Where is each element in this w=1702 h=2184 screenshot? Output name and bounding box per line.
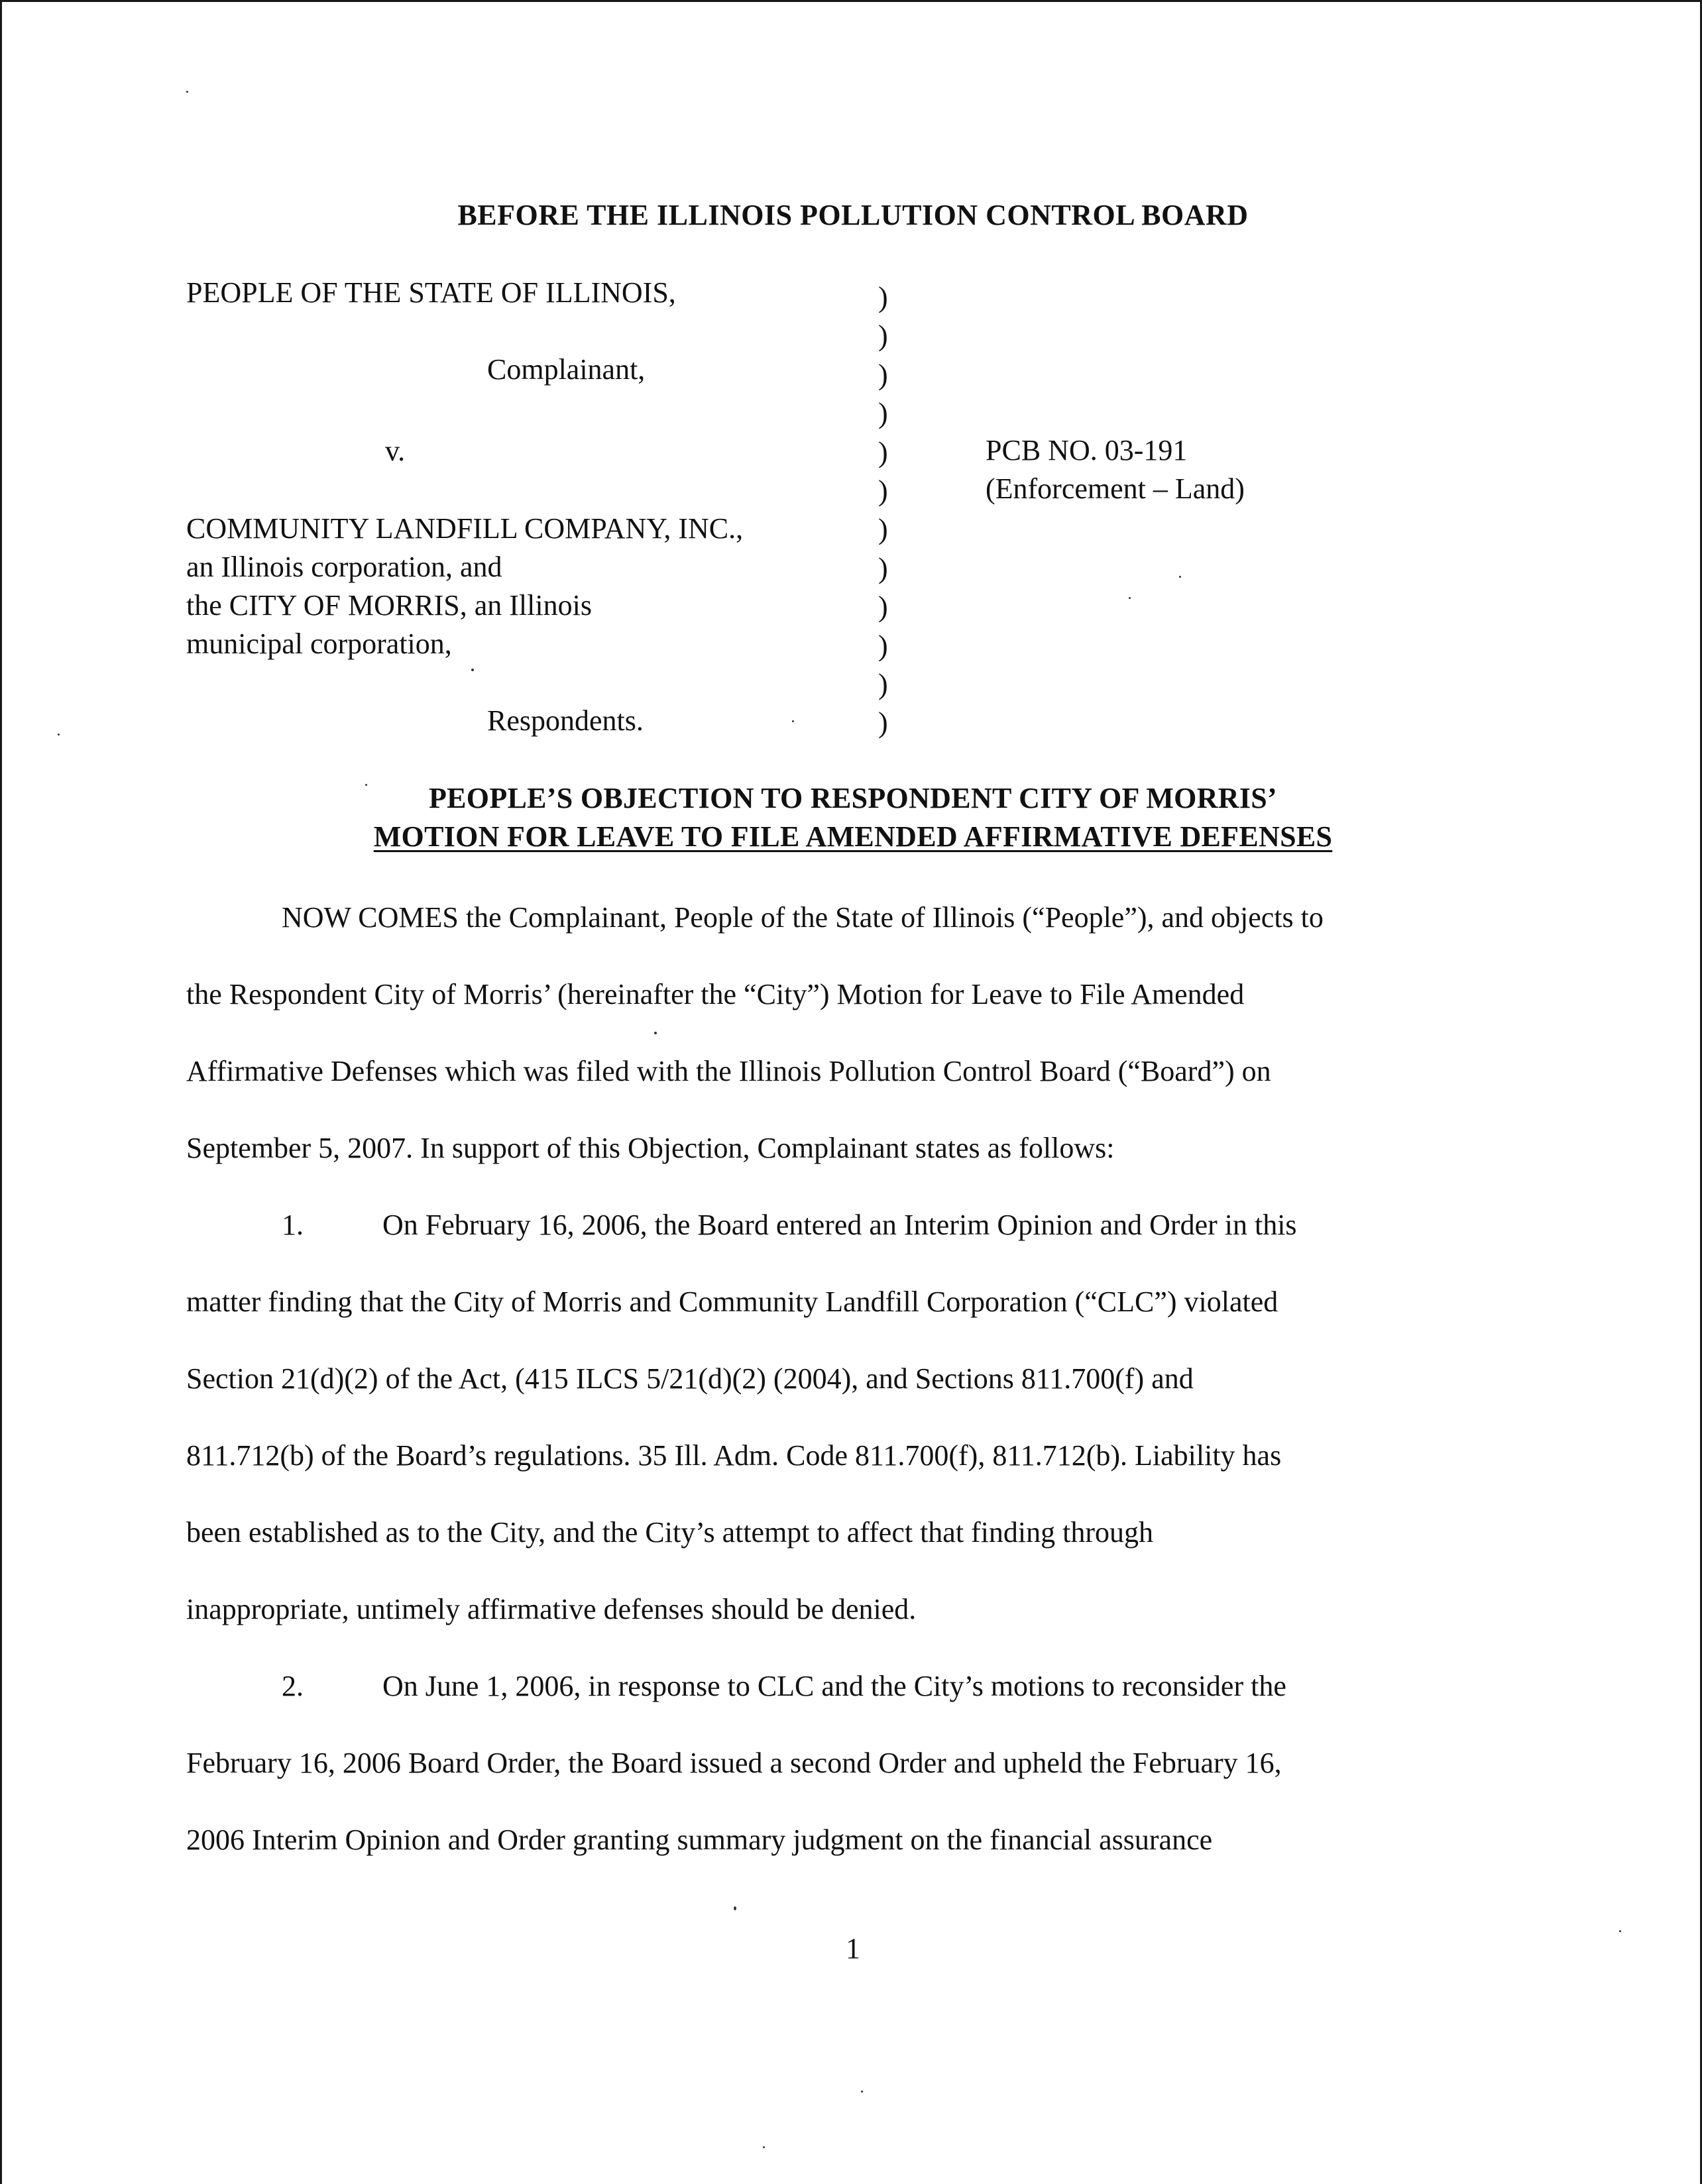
paragraph-line: been established as to the City, and the City’s attempt to affect that finding through xyxy=(186,1516,1154,1549)
page-number: 1 xyxy=(846,1932,860,1965)
defendant-line: COMMUNITY LANDFILL COMPANY, INC., xyxy=(186,512,744,545)
plaintiff-name: PEOPLE OF THE STATE OF ILLINOIS, xyxy=(186,276,676,309)
document-title-line-2 xyxy=(2,820,1702,853)
scan-speck xyxy=(1619,1930,1621,1932)
paragraph-line: inappropriate, untimely affirmative defenses should be denied. xyxy=(186,1593,917,1625)
plaintiff-role: Complainant, xyxy=(487,353,646,386)
defendant-line: the CITY OF MORRIS, an Illinois xyxy=(186,589,592,622)
scan-speck xyxy=(763,2146,765,2148)
versus: v. xyxy=(385,435,406,467)
paragraph-line: Section 21(d)(2) of the Act, (415 ILCS 5/21(d)(2) (2004), and Sections 811.700(f) and xyxy=(186,1362,1194,1395)
defendant-line: municipal corporation, xyxy=(186,628,452,660)
scan-speck xyxy=(861,2091,863,2093)
scan-speck xyxy=(654,1032,657,1034)
scan-speck xyxy=(471,669,474,671)
paragraph-number: 1. xyxy=(282,1209,304,1241)
case-number: PCB NO. 03-191 xyxy=(986,434,1188,466)
case-type: (Enforcement – Land) xyxy=(986,472,1245,505)
scan-speck xyxy=(1129,597,1131,599)
document-title-line-2-text: MOTION FOR LEAVE TO FILE AMENDED AFFIRMATIVE DEFENSES xyxy=(373,820,1333,853)
scan-speck xyxy=(792,720,794,722)
defendant-line: an Illinois corporation, and xyxy=(186,551,502,583)
scan-speck xyxy=(365,784,367,786)
caption-paren-column: ) ) ) ) ) ) ) ) ) ) ) ) xyxy=(878,281,888,739)
paragraph-line: February 16, 2006 Board Order, the Board issued a second Order and upheld the February 16, xyxy=(186,1747,1282,1779)
intro-line: NOW COMES the Complainant, People of the State of Illinois (“People”), and objects to xyxy=(282,901,1324,934)
defendant-role: Respondents. xyxy=(487,704,644,737)
document-title-line-1: PEOPLE’S OBJECTION TO RESPONDENT CITY OF MORRIS’ xyxy=(428,782,1278,814)
scan-speck xyxy=(1179,576,1181,578)
intro-line: Affirmative Defenses which was filed with the Illinois Pollution Control Board (“Board”) on xyxy=(186,1055,1271,1087)
paragraph-number: 2. xyxy=(282,1670,304,1702)
intro-line: the Respondent City of Morris’ (hereinafter the “City”) Motion for Leave to File Amended xyxy=(186,978,1245,1010)
paragraph-line: 2006 Interim Opinion and Order granting summary judgment on the financial assurance xyxy=(186,1824,1213,1856)
scan-speck xyxy=(58,734,60,736)
scan-speck xyxy=(186,91,188,93)
paragraph-line: On February 16, 2006, the Board entered an Interim Opinion and Order in this xyxy=(382,1209,1297,1241)
intro-line: September 5, 2007. In support of this Objection, Complainant states as follows: xyxy=(186,1132,1115,1164)
paragraph-line: On June 1, 2006, in response to CLC and the City’s motions to reconsider the xyxy=(382,1670,1286,1702)
paragraph-line: 811.712(b) of the Board’s regulations. 35 Ill. Adm. Code 811.700(f), 811.712(b). Liability has xyxy=(186,1439,1282,1472)
paragraph-line: matter finding that the City of Morris and Community Landfill Corporation (“CLC”) violated xyxy=(186,1285,1278,1318)
court-header: BEFORE THE ILLINOIS POLLUTION CONTROL BOARD xyxy=(457,199,1249,231)
scan-speck xyxy=(734,1906,736,1910)
